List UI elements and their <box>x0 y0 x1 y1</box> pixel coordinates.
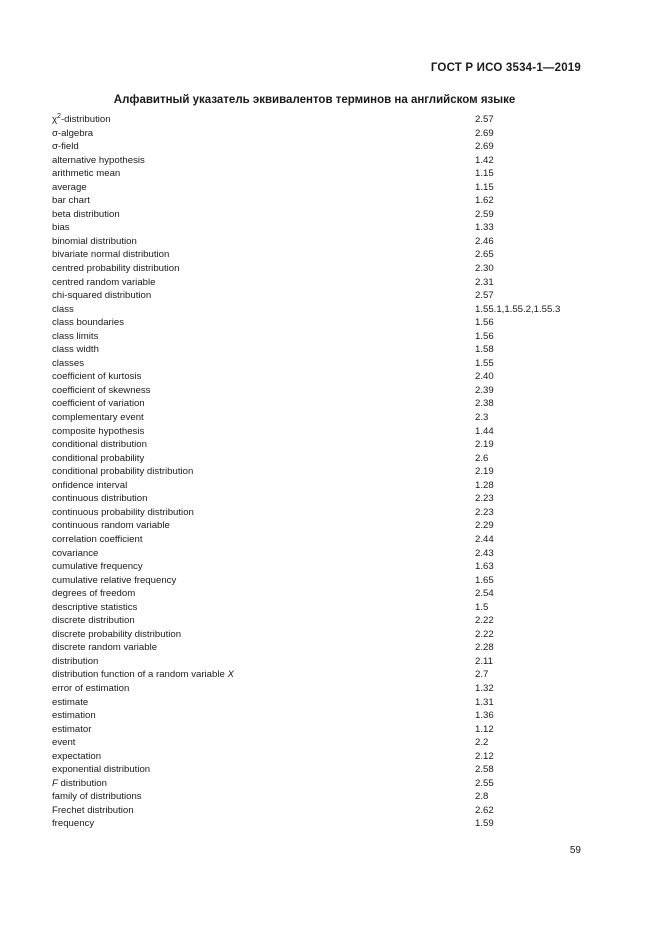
index-term-number: 2.58 <box>475 764 494 776</box>
index-term-number: 2.19 <box>475 439 494 451</box>
index-term: coefficient of variation <box>52 398 145 410</box>
index-term-number: 2.40 <box>475 371 494 383</box>
index-term-number: 2.57 <box>475 114 494 125</box>
index-term-number: 2.8 <box>475 791 489 803</box>
index-term: alternative hypothesis <box>52 154 145 166</box>
index-term: conditional probability <box>52 452 145 464</box>
index-entry <box>52 425 592 439</box>
index-term: coefficient of skewness <box>52 384 151 396</box>
index-term: descriptive statistics <box>52 601 138 613</box>
index-entry <box>52 316 592 330</box>
index-term-number: 1.31 <box>475 696 494 708</box>
index-entry <box>52 262 592 276</box>
index-term-number: 2.69 <box>475 127 494 139</box>
index-entry <box>52 330 592 344</box>
index-term: expectation <box>52 750 102 762</box>
index-term-number: 1.15 <box>475 168 494 180</box>
index-term-number: 2.23 <box>475 493 494 505</box>
index-term-number: 1.42 <box>475 154 494 166</box>
index-entry <box>52 506 592 520</box>
index-entry <box>52 614 592 628</box>
index-entry <box>52 777 592 791</box>
index-entry <box>52 750 592 764</box>
index-term-number: 2.55 <box>475 777 494 789</box>
index-entry <box>52 804 592 818</box>
index-term: class boundaries <box>52 317 124 329</box>
index-term: continuous distribution <box>52 493 148 505</box>
index-entry <box>52 167 592 181</box>
index-term: bias <box>52 222 70 234</box>
index-term: average <box>52 181 87 193</box>
index-term-number: 1.63 <box>475 561 494 573</box>
index-term-number: 1.12 <box>475 723 494 735</box>
index-term-number: 2.31 <box>475 276 494 288</box>
index-term-number: 1.59 <box>475 818 494 830</box>
index-entry <box>52 682 592 696</box>
index-term: coefficient of kurtosis <box>52 371 142 383</box>
index-term-number: 2.3 <box>475 412 489 424</box>
index-term: $\chi^2$-distribution <box>52 112 111 125</box>
index-entry <box>52 194 592 208</box>
index-term-number: 1.58 <box>475 344 494 356</box>
index-term: centred random variable <box>52 276 156 288</box>
index-entry <box>52 628 592 642</box>
index-term-number: 1.15 <box>475 181 494 193</box>
index-entry <box>52 560 592 574</box>
index-term-number: 2.43 <box>475 547 494 559</box>
index-entry <box>52 411 592 425</box>
index-entry <box>52 668 592 682</box>
index-entry <box>52 397 592 411</box>
index-entry <box>52 113 592 127</box>
index-term-number: 2.2 <box>475 737 489 749</box>
index-term: chi-squared distribution <box>52 290 152 302</box>
index-term: error of estimation <box>52 682 130 694</box>
index-entry <box>52 303 592 317</box>
index-term: σ-field <box>52 141 79 153</box>
index-entry <box>52 479 592 493</box>
index-entry <box>52 736 592 750</box>
index-term: estimator <box>52 723 92 735</box>
index-entry <box>52 127 592 141</box>
index-term-number: 2.38 <box>475 398 494 410</box>
index-term-number: 2.44 <box>475 533 494 545</box>
index-term-number: 2.22 <box>475 628 494 640</box>
index-term-number: 1.65 <box>475 574 494 586</box>
index-term-number: 2.59 <box>475 208 494 220</box>
index-term-number: 1.62 <box>475 195 494 207</box>
index-entry <box>52 574 592 588</box>
index-term: F distribution <box>52 777 107 789</box>
index-term: distribution <box>52 655 99 667</box>
index-entry <box>52 140 592 154</box>
index-entry <box>52 357 592 371</box>
index-entry <box>52 235 592 249</box>
index-entry <box>52 154 592 168</box>
index-term: complementary event <box>52 412 144 424</box>
index-term: continuous random variable <box>52 520 170 532</box>
index-entry <box>52 221 592 235</box>
index-entry <box>52 587 592 601</box>
index-entry <box>52 384 592 398</box>
index-term-number: 1.5 <box>475 601 489 613</box>
index-term-number: 2.62 <box>475 804 494 816</box>
index-entry <box>52 641 592 655</box>
index-term: cumulative frequency <box>52 561 143 573</box>
index-entry <box>52 655 592 669</box>
index-term-number: 2.65 <box>475 249 494 261</box>
index-term: centred probability distribution <box>52 263 180 275</box>
index-term-number: 2.57 <box>475 290 494 302</box>
page-number: 59 <box>569 845 581 856</box>
index-term: class <box>52 303 74 315</box>
index-term-number: 2.69 <box>475 141 494 153</box>
index-term: discrete probability distribution <box>52 628 182 640</box>
index-entry <box>52 709 592 723</box>
index-term: bar chart <box>52 195 90 207</box>
index-entry <box>52 763 592 777</box>
index-entry <box>52 438 592 452</box>
index-term: class limits <box>52 330 99 342</box>
index-term-number: 2.22 <box>475 615 494 627</box>
index-term-number: 2.54 <box>475 588 494 600</box>
index-entry <box>52 452 592 466</box>
index-term: exponential distribution <box>52 764 151 776</box>
index-term-number: 1.33 <box>475 222 494 234</box>
index-term: estimate <box>52 696 89 708</box>
index-term-number: 1.55 <box>475 357 494 369</box>
index-term-number: 1.28 <box>475 479 494 491</box>
index-term: conditional distribution <box>52 439 147 451</box>
index-term-number: 2.28 <box>475 642 494 654</box>
index-term-number: 1.36 <box>475 710 494 722</box>
index-term-number: 2.11 <box>475 655 493 667</box>
index-term-number: 1.32 <box>475 682 494 694</box>
index-title-block <box>0 94 661 106</box>
index-entry <box>52 343 592 357</box>
term-index-list <box>52 113 592 831</box>
index-entry <box>52 289 592 303</box>
index-entry <box>52 723 592 737</box>
index-term: classes <box>52 357 84 369</box>
index-term: continuous probability distribution <box>52 506 194 518</box>
index-entry <box>52 696 592 710</box>
index-term-number: 1.44 <box>475 425 494 437</box>
index-term: distribution function of a random variable X <box>52 669 234 681</box>
index-entry <box>52 547 592 561</box>
index-term-number: 2.30 <box>475 263 494 275</box>
index-term: discrete distribution <box>52 615 135 627</box>
index-term: beta distribution <box>52 208 120 220</box>
index-term: discrete random variable <box>52 642 158 654</box>
index-entry <box>52 181 592 195</box>
index-entry <box>52 519 592 533</box>
index-entry <box>52 601 592 615</box>
index-term-number: 2.46 <box>475 235 494 247</box>
index-title: Алфавитный указатель эквивалентов терминов на английском языке <box>113 94 516 106</box>
index-entry <box>52 276 592 290</box>
index-entry <box>52 492 592 506</box>
index-entry <box>52 817 592 831</box>
index-term: estimation <box>52 710 96 722</box>
index-entry <box>52 533 592 547</box>
index-term-number: 2.12 <box>475 750 494 762</box>
index-term: family of distributions <box>52 791 142 803</box>
index-entry <box>52 370 592 384</box>
index-term: composite hypothesis <box>52 425 145 437</box>
index-term-number: 2.39 <box>475 384 494 396</box>
index-term: onfidence interval <box>52 479 128 491</box>
index-term: cumulative relative frequency <box>52 574 177 586</box>
index-term: conditional probability distribution <box>52 466 194 478</box>
index-term-number: 2.7 <box>475 669 489 681</box>
index-term: arithmetic mean <box>52 168 121 180</box>
standard-code: ГОСТ Р ИСО 3534-1—2019 <box>430 62 581 74</box>
index-entry <box>52 248 592 262</box>
index-term-number: 1.56 <box>475 330 494 342</box>
index-term-number: 2.19 <box>475 466 494 478</box>
index-term: event <box>52 737 76 749</box>
index-term: correlation coefficient <box>52 533 143 545</box>
index-term: binomial distribution <box>52 235 137 247</box>
index-term: frequency <box>52 818 95 830</box>
index-term: σ-algebra <box>52 127 94 139</box>
index-term: Frechet distribution <box>52 804 134 816</box>
index-term: degrees of freedom <box>52 588 136 600</box>
index-term-number: 2.29 <box>475 520 494 532</box>
index-term-number: 1.56 <box>475 317 494 329</box>
index-entry <box>52 790 592 804</box>
index-term: bivariate normal distribution <box>52 249 170 261</box>
index-term: class width <box>52 344 99 356</box>
index-entry <box>52 208 592 222</box>
index-entry <box>52 465 592 479</box>
index-term-number: 1.55.1,1.55.2,1.55.3 <box>475 303 561 315</box>
index-term-number: 2.6 <box>475 452 489 464</box>
index-term-number: 2.23 <box>475 506 494 518</box>
index-term: covariance <box>52 547 99 559</box>
